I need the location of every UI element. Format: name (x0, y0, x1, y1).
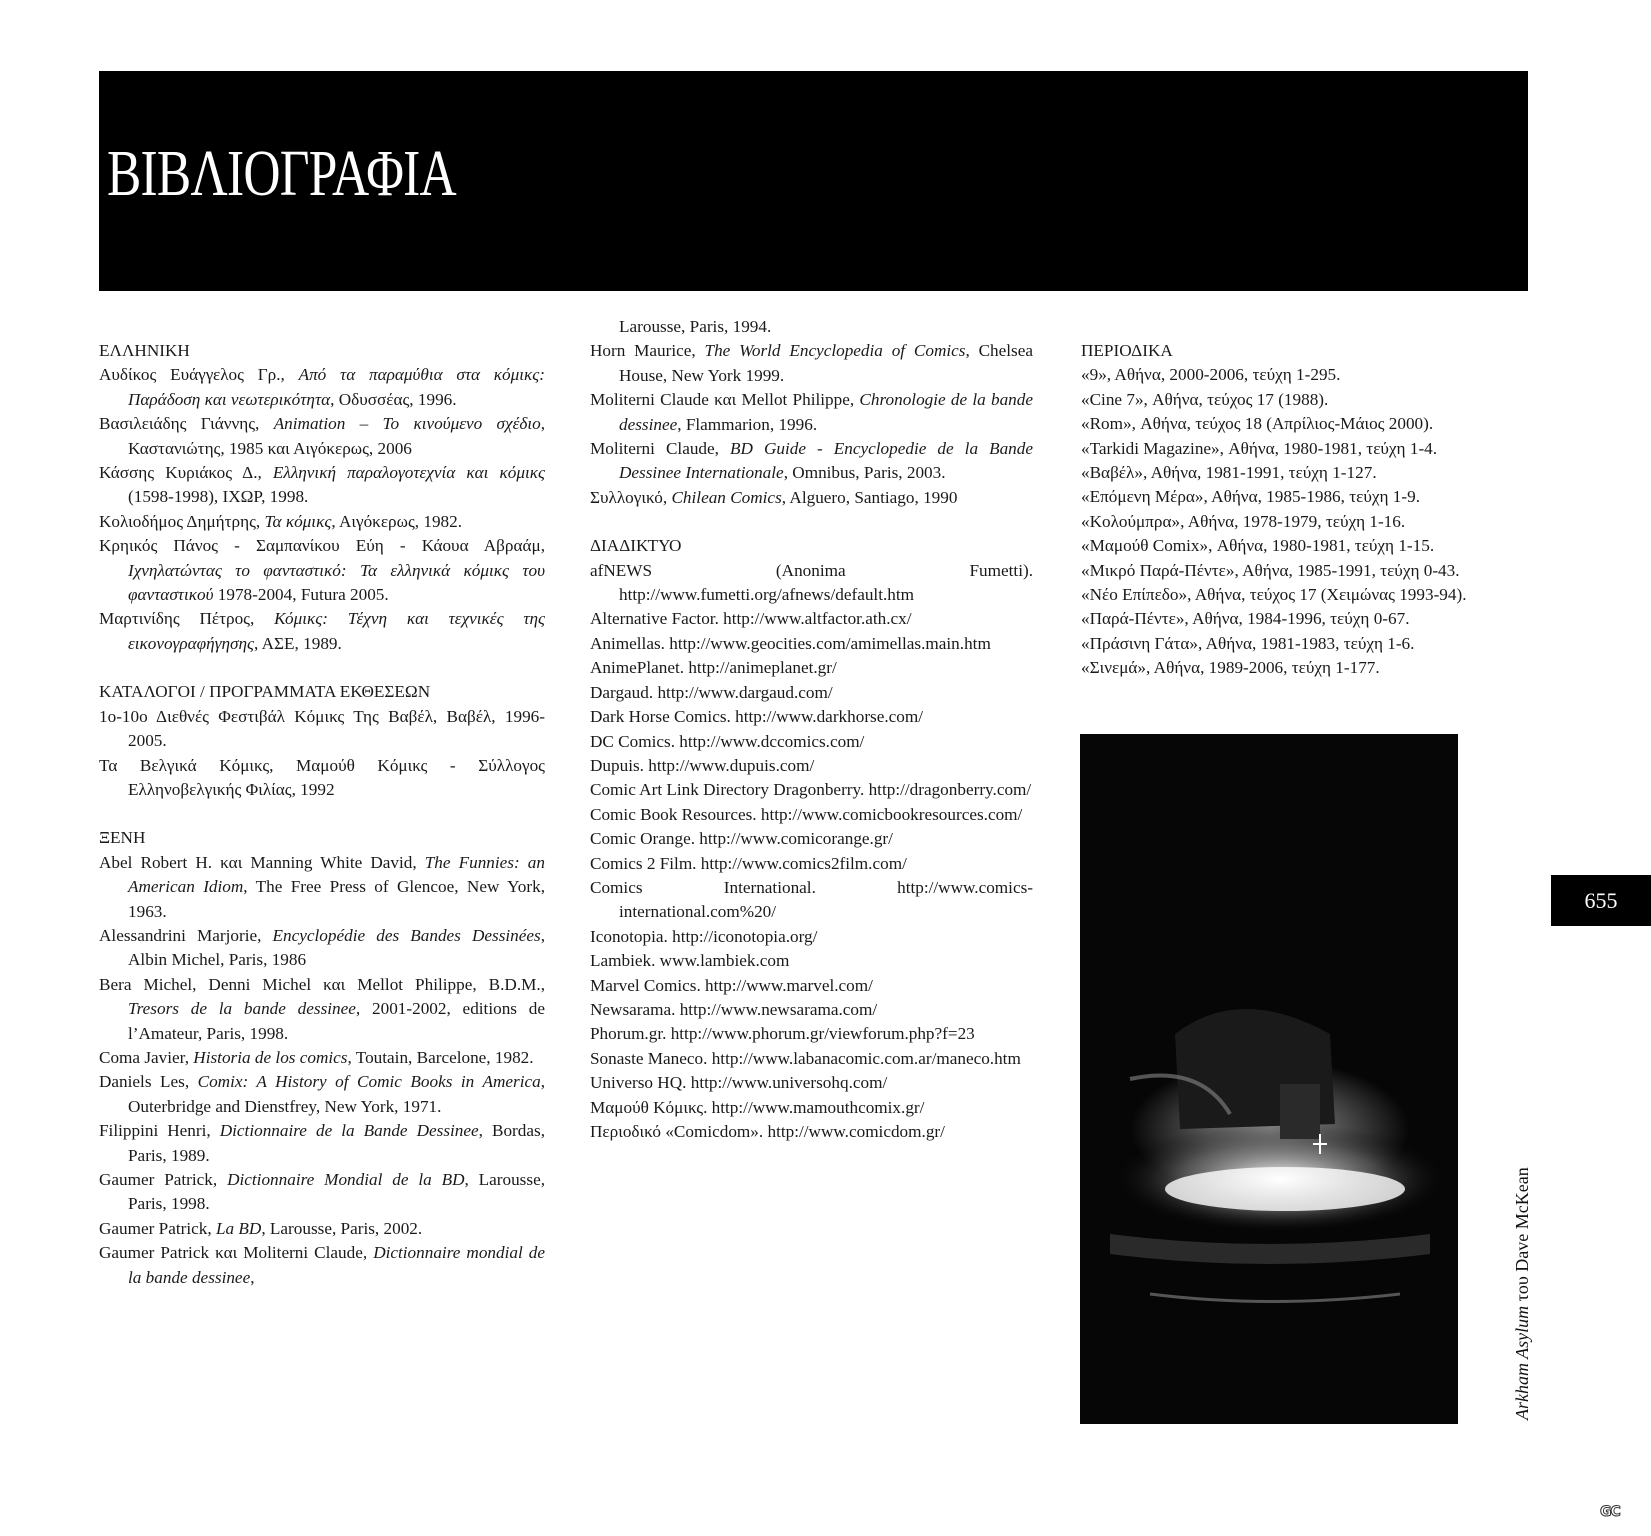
bibliography-column-3 (1081, 339, 1526, 681)
periodical-entry: «Tarkidi Magazine», Αθήνα, 1980-1981, τεύχη 1-4. (1081, 438, 1438, 458)
entry-author: Μαρτινίδης Πέτρος, (99, 609, 275, 629)
website-entry: Universo HQ. http://www.universohq.com/ (590, 1073, 888, 1093)
bibliography-entry (99, 1241, 545, 1290)
entry-list (590, 339, 1033, 510)
entry-author: Coma Javier, (99, 1047, 194, 1067)
section-heading: ΔΙΑΔΙΚΤΥΟ (590, 536, 682, 556)
entry-author: Αυδίκος Ευάγγελος Γρ., (99, 365, 299, 385)
entry-publication: , Larousse, Paris, 2002. (261, 1218, 423, 1238)
periodical-entry: «Cine 7», Αθήνα, τεύχος 17 (1988). (1081, 389, 1329, 409)
entry-publication: , The Free Press of Glencoe, New York, 1963. (128, 877, 546, 921)
bibliography-entry (99, 705, 545, 754)
bibliography-column-2 (590, 315, 1033, 1144)
entry-continuation: Larousse, Paris, 1994. (619, 317, 772, 336)
entry-author: Horn Maurice, (590, 341, 705, 361)
entry-publication: , Αιγόκερως, 1982. (331, 511, 463, 531)
entry-author: Gaumer Patrick, (99, 1170, 228, 1189)
bibliography-entry (99, 1217, 545, 1241)
bibliography-entry (99, 1119, 545, 1168)
website-entry: afNEWS (Anonima Fumetti). http://www.fumetti.org/afnews/default.htm (590, 560, 1033, 605)
website-entry: Comic Book Resources. http://www.comicbookresources.com/ (590, 804, 1023, 824)
website-entry: Marvel Comics. http://www.marvel.com/ (590, 975, 873, 995)
entry-title: La BD (215, 1218, 262, 1238)
website-entry: Comics 2 Film. http://www.comics2film.com/ (590, 853, 907, 873)
bibliography-entry (99, 973, 545, 1046)
bibliography-column-1 (99, 339, 545, 1290)
illustration-graphic (1080, 734, 1458, 1424)
entry-author: Βασιλειάδης Γιάννης, (99, 414, 274, 434)
entry-title: Dictionnaire mondial de la bande dessinee (128, 1243, 545, 1287)
entry-title: Comix: A History of Comic Books in America (197, 1072, 541, 1092)
title-banner (99, 71, 1528, 291)
periodical-entry: «Πράσινη Γάτα», Αθήνα, 1981-1983, τεύχη 1-6. (1081, 633, 1415, 653)
periodical-entry: «Παρά-Πέντε», Αθήνα, 1984-1996, τεύχη 0-67. (1081, 609, 1410, 629)
entry-author: Τα Βελγικά Κόμικς, Μαμούθ Κόμικς - Σύλλογος Ελληνοβελγικής Φιλίας, 1992 (99, 755, 545, 799)
entry-publication: , Omnibus, Paris, 2003. (783, 463, 946, 483)
bibliography-entry (99, 1168, 545, 1217)
website-entry: Animellas. http://www.geocities.com/amimellas.main.htm (590, 633, 991, 653)
entry-author: Alessandrini Marjorie, (99, 925, 273, 945)
caption-credit: του Dave McKean (1512, 1167, 1532, 1306)
bibliography-entry (99, 461, 545, 510)
entry-publication: , Alguero, Santiago, 1990 (781, 487, 958, 507)
website-entry: Comic Orange. http://www.comicorange.gr/ (590, 829, 893, 849)
entry-title: Tresors de la bande dessinee (128, 999, 356, 1019)
entry-publication: , Outerbridge and Dienstfrey, New York, 1971. (128, 1072, 545, 1116)
arkham-asylum-image (1080, 734, 1458, 1424)
website-entry: Phorum.gr. http://www.phorum.gr/viewforum.php?f=23 (590, 1024, 975, 1044)
website-entry: Μαμούθ Κόμικς. http://www.mamouthcomix.gr/ (590, 1097, 925, 1117)
entry-title: BD Guide - Encyclopedie de la Bande Dessinee Internationale (619, 439, 1033, 483)
website-entry: Iconotopia. http://iconotopia.org/ (590, 926, 818, 946)
entry-publication: , Chelsea House, New York 1999. (619, 341, 1033, 385)
entry-author: Κρηικός Πάνος - Σαμπανίκου Εύη - Κάουα Αβραάμ, (99, 536, 545, 556)
bibliography-entry (590, 339, 1033, 388)
bibliography-entry (99, 510, 545, 534)
section-heading: ΠΕΡΙΟΔΙΚΑ (1081, 341, 1173, 360)
entry-author: Κολιοδήμος Δημήτρης, (99, 511, 265, 531)
entry-title: Chronologie de la bande dessinee (619, 390, 1033, 434)
page-number: 655 (1551, 875, 1651, 926)
entry-publication: (1598-1998), ΙΧΩΡ, 1998. (128, 487, 309, 507)
entry-list (99, 363, 545, 656)
section-heading: ΕΛΛΗΝΙΚΗ (99, 341, 190, 360)
entry-author: Filippini Henri, (99, 1121, 220, 1141)
periodicals-list (1081, 363, 1526, 680)
bibliography-entry (99, 607, 545, 656)
entry-list (99, 851, 545, 1290)
entry-publication: 1978-2004, Futura 2005. (213, 585, 389, 605)
entry-author: Daniels Les, (99, 1072, 198, 1092)
entry-publication: , Toutain, Barcelone, 1982. (347, 1047, 534, 1067)
entry-author: Moliterni Claude και Mellot Philippe, (590, 390, 860, 410)
website-entry: Comics International. http://www.comics-international.com%20/ (590, 877, 1033, 922)
bibliography-entry (99, 851, 545, 924)
entry-title: Dictionnaire de la Bande Dessinee (219, 1121, 479, 1141)
caption-title: Arkham Asylum (1512, 1305, 1532, 1420)
periodical-entry: «Rom», Αθήνα, τεύχος 18 (Απρίλιος-Μάιος 2000). (1081, 414, 1434, 434)
section-greek (99, 339, 545, 656)
website-entry: Sonaste Maneco. http://www.labanacomic.com.ar/maneco.htm (590, 1048, 1021, 1068)
bibliography-entry (99, 754, 545, 803)
entry-title: Chilean Comics (671, 487, 782, 507)
bibliography-entry (99, 534, 545, 607)
website-entry: DC Comics. http://www.dccomics.com/ (590, 731, 865, 751)
entry-publication: , Larousse, Paris, 1998. (128, 1170, 545, 1214)
entry-publication: , Οδυσσέας, 1996. (330, 389, 457, 409)
section-internet (590, 534, 1033, 1144)
website-entry: Newsarama. http://www.newsarama.com/ (590, 999, 878, 1019)
image-caption (1512, 1167, 1533, 1420)
website-entry: Alternative Factor. http://www.altfactor.ath.cx/ (590, 609, 912, 629)
entry-author: Συλλογικό, (590, 487, 672, 507)
website-entry: Περιοδικό «Comicdom». http://www.comicdom.gr/ (590, 1122, 945, 1141)
watermark: GC (1600, 1504, 1620, 1520)
link-list (590, 559, 1033, 1145)
entry-title: Dictionnaire Mondial de la BD (227, 1170, 465, 1189)
periodical-entry: «Κολούμπρα», Αθήνα, 1978-1979, τεύχη 1-16. (1081, 511, 1406, 531)
page-title: ΒΙΒΛΙΟΓΡΑΦΙΑ (107, 137, 456, 210)
periodical-entry: «Σινεμά», Αθήνα, 1989-2006, τεύχη 1-177. (1081, 658, 1380, 678)
website-entry: Dark Horse Comics. http://www.darkhorse.com/ (590, 707, 924, 727)
entry-title: Ιχνηλατώντας το φανταστικό: Τα ελληνικά κόμικς του φανταστικού (128, 560, 545, 605)
entry-author: Κάσσης Κυριάκος Δ., (99, 463, 273, 483)
bibliography-entry (590, 388, 1033, 437)
entry-author: Gaumer Patrick και Moliterni Claude, (99, 1243, 374, 1263)
bibliography-entry (99, 1070, 545, 1119)
entry-publication: , 2001-2002, editions de l’Amateur, Paris, 1998. (128, 999, 545, 1043)
bibliography-entry (99, 1046, 545, 1070)
periodical-entry: «Μαμούθ Comix», Αθήνα, 1980-1981, τεύχη 1-15. (1081, 536, 1435, 556)
website-entry: Dargaud. http://www.dargaud.com/ (590, 682, 833, 702)
website-entry: Dupuis. http://www.dupuis.com/ (590, 755, 815, 775)
entry-title: Encyclopédie des Bandes Dessinées (272, 925, 541, 945)
entry-publication: , Flammarion, 1996. (677, 414, 818, 434)
entry-author: Moliterni Claude, (590, 439, 730, 459)
entry-title: Ελληνική παραλογοτεχνία και κόμικς (272, 463, 545, 483)
periodical-entry: «9», Αθήνα, 2000-2006, τεύχη 1-295. (1081, 365, 1341, 385)
entry-author: 1ο-10ο Διεθνές Φεστιβάλ Κόμικς Της Βαβέλ, Βαβέλ, 1996-2005. (99, 706, 545, 751)
periodical-entry: «Επόμενη Μέρα», Αθήνα, 1985-1986, τεύχη 1-9. (1081, 487, 1420, 507)
entry-author: Bera Michel, Denni Michel και Mellot Philippe, B.D.M., (99, 974, 545, 994)
section-catalogues (99, 680, 545, 802)
entry-publication: , Καστανιώτης, 1985 και Αιγόκερως, 2006 (128, 414, 545, 458)
entry-title: The World Encyclopedia of Comics (704, 341, 966, 361)
website-entry: Comic Art Link Directory Dragonberry. http://dragonberry.com/ (590, 780, 1032, 800)
periodical-entry: «Νέο Επίπεδο», Αθήνα, τεύχος 17 (Χειμώνας 1993-94). (1081, 585, 1467, 605)
entry-publication: , Albin Michel, Paris, 1986 (128, 925, 545, 970)
periodical-entry: «Βαβέλ», Αθήνα, 1981-1991, τεύχη 1-127. (1081, 463, 1377, 483)
section-foreign (99, 826, 545, 1290)
entry-title: Τα κόμικς (264, 511, 332, 531)
bibliography-entry (590, 486, 1033, 510)
section-heading: ΞΕΝΗ (99, 828, 146, 848)
entry-title: Κόμικς: Τέχνη και τεχνικές της εικονογραφήγησης (128, 609, 545, 653)
entry-author: Gaumer Patrick, (99, 1218, 216, 1238)
website-entry: AnimePlanet. http://animeplanet.gr/ (590, 658, 837, 678)
section-heading: ΚΑΤΑΛΟΓΟΙ / ΠΡΟΓΡΑΜΜΑΤΑ ΕΚΘΕΣΕΩΝ (99, 682, 431, 702)
bibliography-entry (99, 412, 545, 461)
entry-list (99, 705, 545, 803)
bibliography-entry (99, 363, 545, 412)
entry-title: The Funnies: an American Idiom (128, 852, 545, 897)
website-entry: Lambiek. www.lambiek.com (590, 951, 790, 971)
entry-author: Abel Robert H. και Manning White David, (99, 852, 425, 872)
entry-publication: , Bordas, Paris, 1989. (128, 1121, 545, 1165)
entry-title: Historia de los comics (193, 1047, 348, 1067)
periodical-entry: «Μικρό Παρά-Πέντε», Αθήνα, 1985-1991, τεύχη 0-43. (1081, 560, 1460, 580)
entry-title: Από τα παραμύθια στα κόμικς: Παράδοση και νεωτερικότητα (128, 365, 545, 409)
entry-title: Animation – Το κινούμενο σχέδιο (273, 414, 541, 434)
entry-publication: , (250, 1267, 255, 1287)
bibliography-entry (590, 437, 1033, 486)
entry-publication: , ΑΣΕ, 1989. (253, 633, 342, 653)
bibliography-entry (99, 924, 545, 973)
